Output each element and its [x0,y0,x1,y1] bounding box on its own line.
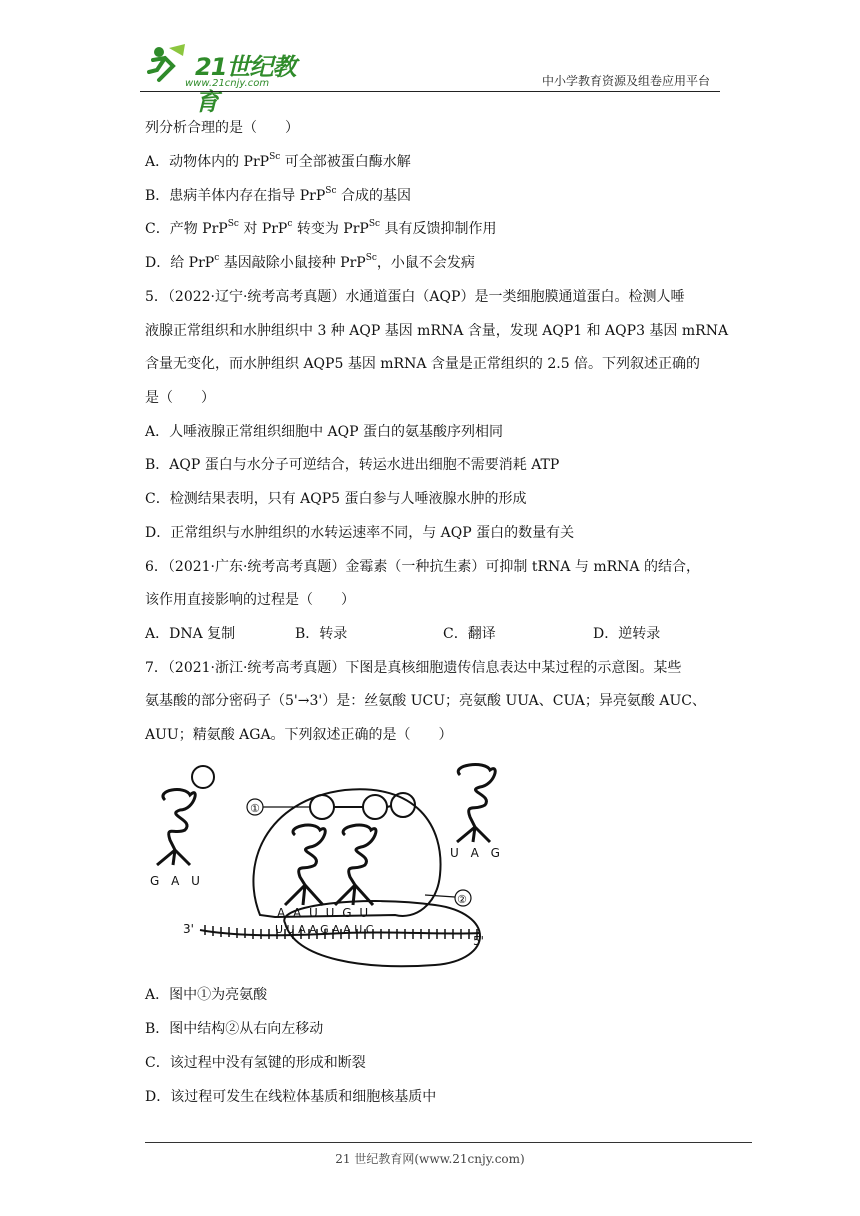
amino-acid [363,795,387,819]
q4-option-d: D．给 PrP$^c$ 基因敲除小鼠接种 PrP$^{Sc}$，小鼠不会发病 [145,253,475,271]
footer-divider [145,1142,752,1143]
trna-right [457,765,495,842]
amino-acid [192,766,214,788]
trna-left [157,790,195,865]
q5-option-d: D．正常组织与水肿组织的水转运速率不同，与 AQP 蛋白的数量有关 [145,525,575,541]
header-divider [140,91,720,92]
mrna-5-end: 5' [473,934,484,948]
q5-stem-line-4: 是（ ） [145,390,215,406]
q6-stem-line-2: 该作用直接影响的过程是（ ） [145,592,355,608]
q5-option-a: A．人唾液腺正常组织细胞中 AQP 蛋白的氨基酸序列相同 [145,424,504,440]
q7-option-a: A．图中①为亮氨酸 [145,987,268,1003]
q5-option-b: B．AQP 蛋白与水分子可逆结合，转运水进出细胞不需要消耗 ATP [145,457,560,473]
site-logo [145,42,315,116]
q6-option-d: D．逆转录 [593,626,661,642]
q5-stem-line-3: 含量无变化，而水肿组织 AQP5 基因 mRNA 含量是正常组织的 2.5 倍。下列叙述正确的 [145,356,701,372]
q6-option-b: B．转录 [295,626,348,642]
q6-option-c: C．翻译 [443,626,496,642]
amino-acid [310,795,334,819]
q7-option-b: B．图中结构②从右向左移动 [145,1021,324,1037]
q7-stem-line-3: AUU；精氨酸 AGA。下列叙述正确的是（ ） [145,727,453,743]
q5-option-c: C．检测结果表明，只有 AQP5 蛋白参与人唾液腺水肿的形成 [145,491,527,507]
q6-stem-line-1: 6．（2021·广东·统考高考真题）金霉素（一种抗生素）可抑制 tRNA 与 mRNA 的结合， [145,559,700,575]
ribosome-large-subunit [253,789,440,917]
logo-url: www.21cnjy.com [185,78,270,89]
left-anticodon: G A U [150,874,204,888]
label-2: ② [457,893,467,906]
question-4-stem-end: 列分析合理的是（ ） [145,120,299,136]
q7-stem-line-1: 7．（2021·浙江·统考高考真题）下图是真核细胞遗传信息表达中某过程的示意图。某些 [145,660,682,676]
trna-middle-1 [285,825,325,905]
platform-title: 中小学教育资源及组卷应用平台 [541,74,710,88]
right-anticodon: U A G [450,846,504,860]
anticodon-pairing: A A U U G U [277,906,371,920]
q7-option-d: D．该过程可发生在线粒体基质和细胞核基质中 [145,1089,437,1105]
q4-option-c: C．产物 PrP$^{Sc}$ 对 PrP$^c$ 转变为 PrP$^{Sc}$ 具有反馈抑制作用 [145,219,497,237]
q7-stem-line-2: 氨基酸的部分密码子（5'→3'）是：丝氨酸 UCU；亮氨酸 UUA、CUA；异亮氨酸 AUC、 [145,693,706,709]
trna-middle-2 [335,825,376,905]
label-1: ① [250,802,260,815]
q7-option-c: C．该过程中没有氢键的形成和断裂 [145,1055,366,1071]
footer-text: 21 世纪教育网(www.21cnjy.com) [335,1152,525,1166]
translation-diagram [145,755,525,975]
q4-option-b: B．患病羊体内存在指导 PrP$^{Sc}$ 合成的基因 [145,186,411,204]
mrna-codons: U U A A G A A U C [275,923,374,936]
q4-option-a: A．动物体内的 PrP$^{Sc}$ 可全部被蛋白酶水解 [145,152,411,170]
amino-acid [391,793,415,817]
q5-stem-line-1: 5．（2022·辽宁·统考高考真题）水通道蛋白（AQP）是一类细胞膜通道蛋白。检测人唾 [145,289,685,305]
q5-stem-line-2: 液腺正常组织和水肿组织中 3 种 AQP 基因 mRNA 含量，发现 AQP1 和 AQP3 基因 mRNA [145,323,729,339]
mrna-3-end: 3' [183,922,194,936]
q6-option-a: A．DNA 复制 [145,626,236,642]
logo-text: 21世纪教育 [195,53,296,116]
